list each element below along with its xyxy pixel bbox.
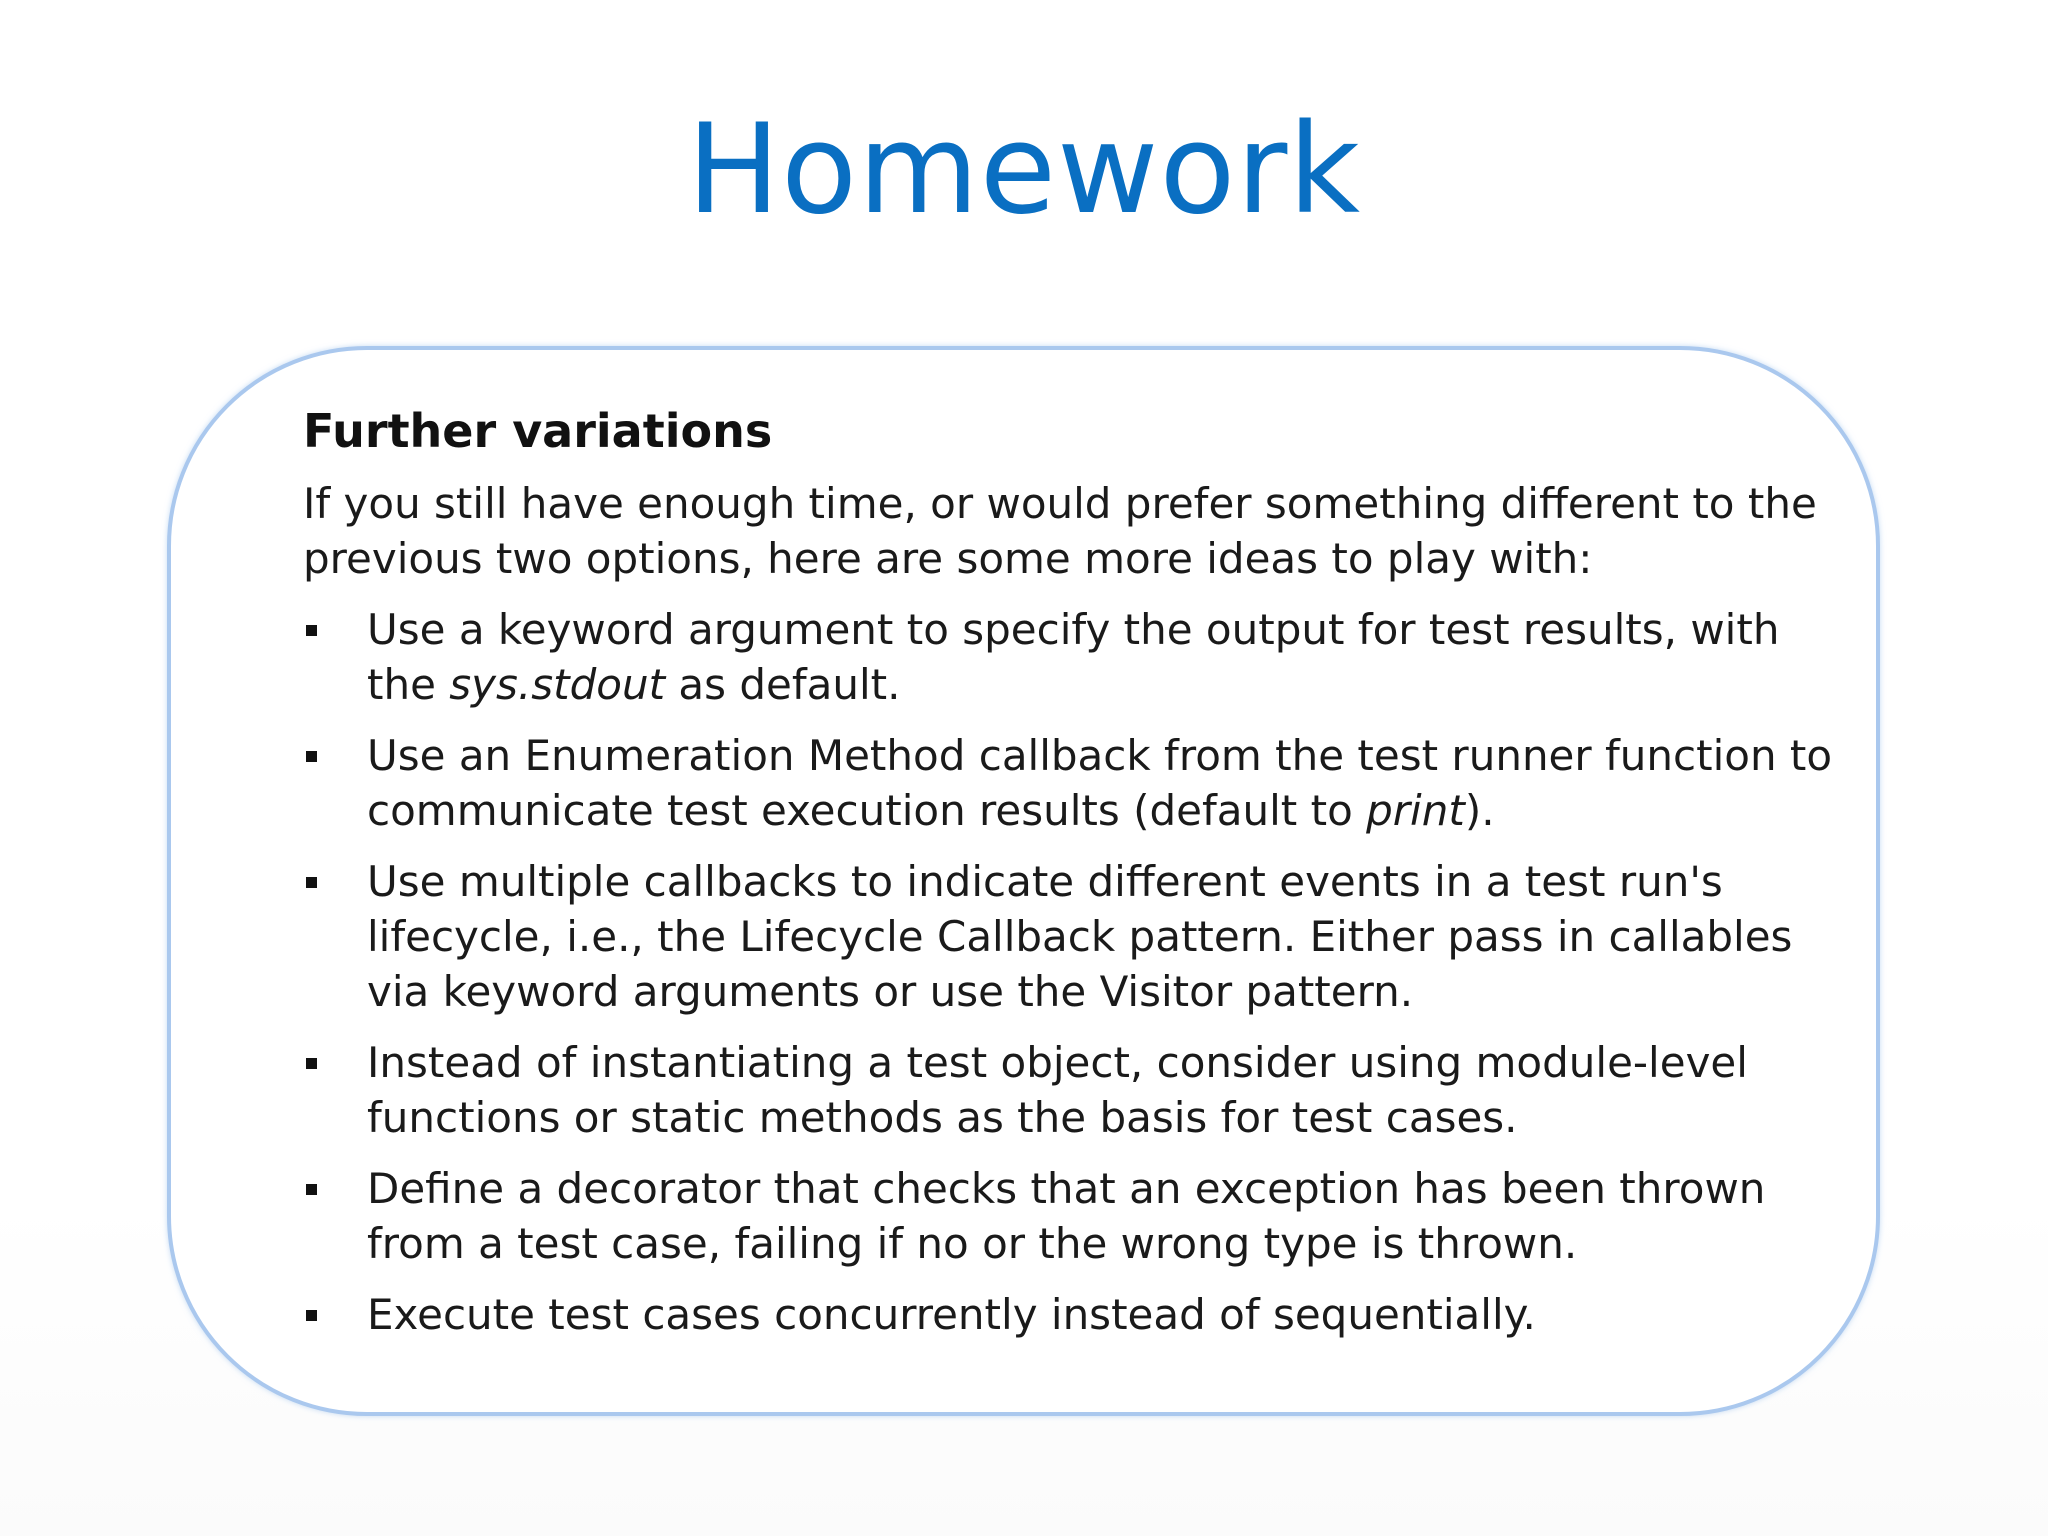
square-bullet-icon bbox=[306, 877, 317, 888]
bullet-text-part: Use a keyword argument to specify the output for test results, with the bbox=[367, 605, 1780, 709]
square-bullet-icon bbox=[306, 1184, 317, 1195]
section-heading: Further variations bbox=[303, 404, 773, 458]
bullet-text-part: ). bbox=[1464, 786, 1495, 835]
bullet-text: Define a decorator that checks that an exception has been thrown from a test case, failing if no or the wrong type is thrown. bbox=[367, 1164, 1766, 1268]
bullet-item-concurrent-execution bbox=[303, 1287, 1833, 1342]
bullet-text: Instead of instantiating a test object, consider using module-level functions or static methods as the basis for test cases. bbox=[367, 1038, 1748, 1142]
square-bullet-icon bbox=[306, 1058, 317, 1069]
square-bullet-icon bbox=[306, 1310, 317, 1321]
bullet-list bbox=[303, 602, 1833, 1342]
bullet-text-part: as default. bbox=[665, 660, 901, 709]
bullet-item-module-level-functions bbox=[303, 1035, 1833, 1145]
slide-title: Homework bbox=[686, 98, 1362, 242]
bullet-text: Execute test cases concurrently instead of sequentially. bbox=[367, 1290, 1536, 1339]
bullet-text-part: Use an Enumeration Method callback from the test runner function to communicate test execution results (default to bbox=[367, 731, 1833, 835]
panel-content bbox=[303, 400, 1833, 1358]
bullet-item-keyword-argument bbox=[303, 602, 1833, 712]
bullet-item-enumeration-callback bbox=[303, 728, 1833, 838]
code-term-print: print bbox=[1366, 786, 1465, 835]
bullet-item-multiple-callbacks bbox=[303, 854, 1833, 1019]
code-term-sys-stdout: sys.stdout bbox=[449, 660, 666, 709]
square-bullet-icon bbox=[306, 751, 317, 762]
bullet-text: Use multiple callbacks to indicate different events in a test run's lifecycle, i.e., the Lifecycle Callback pattern. Either pass in callables via keyword arguments or use the Visitor pattern. bbox=[367, 857, 1793, 1016]
square-bullet-icon bbox=[306, 625, 317, 636]
intro-paragraph: If you still have enough time, or would prefer something different to the previous two options, here are some more ideas to play with: bbox=[303, 479, 1817, 583]
bullet-item-exception-decorator bbox=[303, 1161, 1833, 1271]
